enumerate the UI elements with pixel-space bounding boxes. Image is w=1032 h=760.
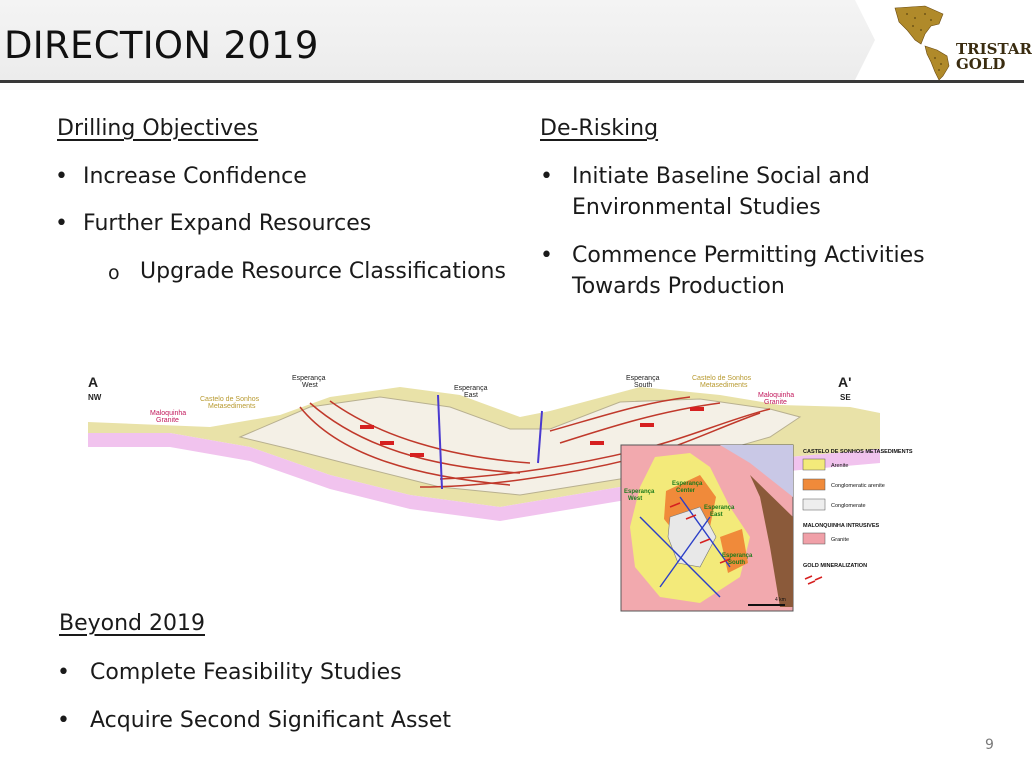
esperanca-west-1: Esperança [292,375,326,382]
map-esperanca-center-2: Center [676,488,696,494]
bullet-text: Acquire Second Significant Asset [90,708,452,733]
legend-conglomerate: Conglomerate [831,503,866,509]
bullet-icon: • [540,243,553,268]
map-legend [803,449,913,584]
maloquinha-left-1: Maloquinha [150,410,187,417]
map-esperanca-east-1: Esperança [704,505,735,511]
geology-figure-svg [80,367,935,615]
bullet-text-line-2: Environmental Studies [572,195,821,220]
legend-granite: Granite [831,537,850,543]
bullet-text-line-1: Commence Permitting Activities [572,243,925,268]
section-label-se: SE [840,393,851,402]
map-scale-label: 4 km [775,597,786,603]
castelo-left-1: Castelo de Sonhos [200,396,260,403]
bullet-icon: • [57,660,70,685]
section-label-a-prime: A' [838,374,852,390]
castelo-right-2: Metasediments [700,382,748,389]
maloquinha-right-1: Maloquinha [758,392,795,399]
bullet-text: Increase Confidence [83,164,307,189]
castelo-right-1: Castelo de Sonhos [692,375,752,382]
bullet-icon: • [55,164,68,189]
legend-gold-symbol [805,576,822,584]
bullet-icon: • [55,211,68,236]
legend-arenite: Arenite [831,463,849,469]
logo-line-1: TRISTAR [956,40,1032,58]
bullet-text-line-1: Initiate Baseline Social and [572,164,870,189]
logo-line-2: GOLD [956,55,1006,73]
sub-bullet-text: Upgrade Resource Classifications [140,259,506,284]
map-esperanca-west-1: Esperança [624,489,655,495]
legend-swatch-granite [803,533,825,544]
map-esperanca-south-1: Esperança [722,553,753,559]
map-esperanca-west-2: West [628,496,643,502]
section-label-a: A [88,374,99,390]
beyond-heading: Beyond 2019 [59,611,205,636]
geology-figure [80,367,935,615]
map-esperanca-center-1: Esperança [672,481,703,487]
legend-conglomeratic-arenite: Conglomeratic arenite [831,483,885,489]
page-number: 9 [985,737,994,753]
sub-bullet-icon: o [108,262,120,284]
logo-wordmark [956,42,1032,72]
esperanca-east-2: East [464,392,479,399]
derisking-heading: De-Risking [540,116,659,141]
slide-title: DIRECTION 2019 [4,24,319,67]
legend-group-castelo: CASTELO DE SONHOS METASEDIMENTS [803,449,913,455]
drilling-heading: Drilling Objectives [57,116,259,141]
legend-swatch-conglomeratic-arenite [803,479,825,490]
legend-group-gold: GOLD MINERALIZATION [803,563,868,569]
map-esperanca-east-2: East [710,512,723,518]
bullet-text: Complete Feasibility Studies [90,660,402,685]
esperanca-south-1: Esperança [626,375,660,382]
geology-map [621,445,793,611]
bullet-icon: • [57,708,70,733]
section-label-nw: NW [88,393,102,402]
esperanca-west-2: West [302,382,318,389]
bullet-text-line-2: Towards Production [572,274,785,299]
bullet-icon: • [540,164,553,189]
legend-swatch-conglomerate [803,499,825,510]
esperanca-south-2: South [634,382,653,389]
header-divider [0,80,1024,83]
maloquinha-right-2: Granite [764,399,787,406]
maloquinha-left-2: Granite [156,417,179,424]
castelo-left-2: Metasediments [208,403,256,410]
legend-group-malonquinha: MALONQUINHA INTRUSIVES [803,523,880,529]
esperanca-east-1: Esperança [454,385,488,392]
map-esperanca-south-2: South [728,560,745,566]
bullet-text: Further Expand Resources [83,211,372,236]
legend-swatch-arenite [803,459,825,470]
